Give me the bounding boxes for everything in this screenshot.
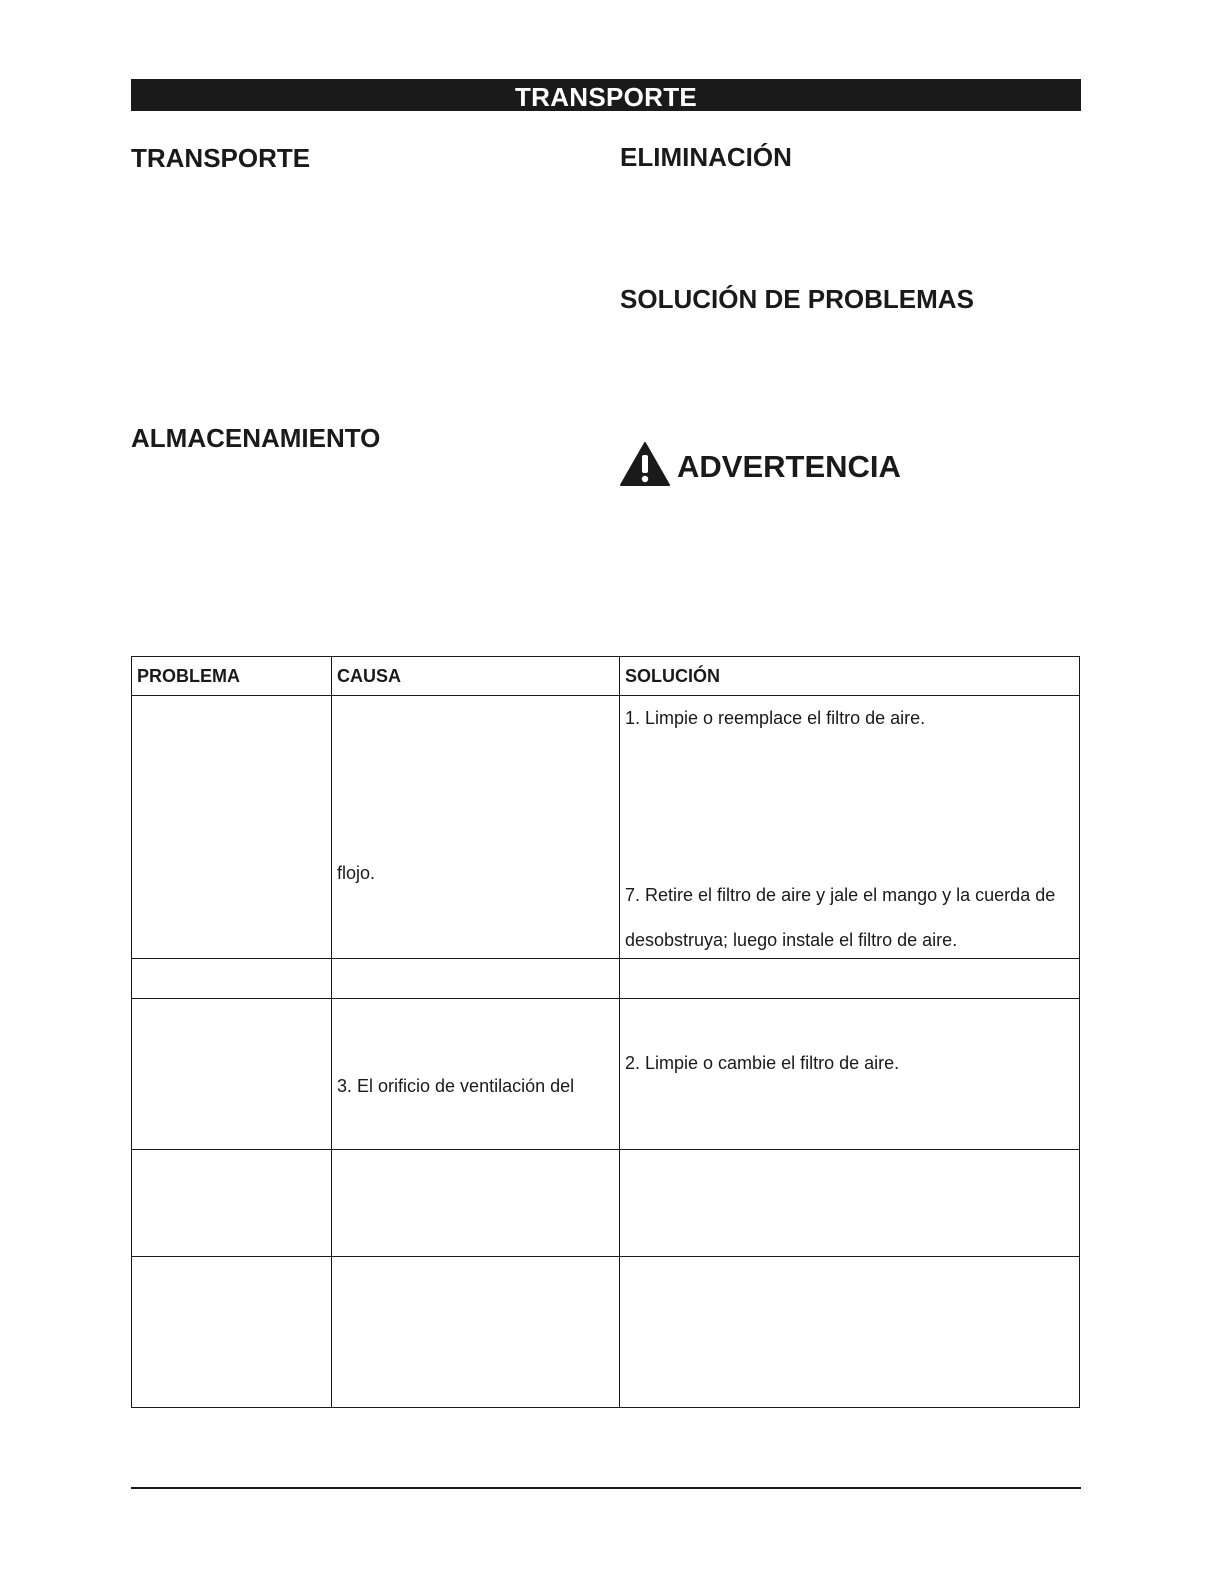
row1-causa-text: flojo. [337,863,376,883]
row5-problema [132,1257,332,1408]
table-row [132,999,1080,1150]
row2-solucion [620,959,1080,999]
header-solucion: SOLUCIÓN [620,657,1080,696]
row1-solucion-7a: 7. Retire el filtro de aire y jale el mango y la cuerda de [625,885,1056,905]
row1-causa [332,696,620,959]
warning-triangle-icon [619,441,671,487]
row1-solucion-1: 1. Limpie o reemplace el filtro de aire. [625,708,926,728]
row4-solucion [620,1150,1080,1257]
row1-solucion [620,696,1080,959]
table-row [132,696,1080,959]
row3-solucion [620,999,1080,1150]
heading-transporte: TRANSPORTE [131,143,311,173]
row4-problema [132,1150,332,1257]
row1-problema [132,696,332,959]
table-row [132,959,1080,999]
heading-eliminacion: ELIMINACIÓN [620,142,792,172]
row3-problema [132,999,332,1150]
row2-causa [332,959,620,999]
troubleshooting-table [131,656,1080,1408]
row1-solucion-7b: desobstruya; luego instale el filtro de aire. [625,930,958,950]
section-banner: TRANSPORTE [131,79,1081,111]
footer-rule [131,1487,1081,1489]
warning-label: ADVERTENCIA [677,449,901,484]
warning-block [619,440,901,488]
heading-almacenamiento: ALMACENAMIENTO [131,423,381,453]
row3-solucion-text: 2. Limpie o cambie el filtro de aire. [625,1053,900,1073]
header-problema: PROBLEMA [132,657,332,696]
row4-causa [332,1150,620,1257]
table-row [132,1257,1080,1408]
row2-problema [132,959,332,999]
row3-causa-text: 3. El orificio de ventilación del [337,1076,575,1096]
heading-solucion-problemas: SOLUCIÓN DE PROBLEMAS [620,284,974,314]
row3-causa [332,999,620,1150]
row5-causa [332,1257,620,1408]
table-header-row [132,657,1080,696]
row5-solucion [620,1257,1080,1408]
header-causa: CAUSA [332,657,620,696]
table-row [132,1150,1080,1257]
